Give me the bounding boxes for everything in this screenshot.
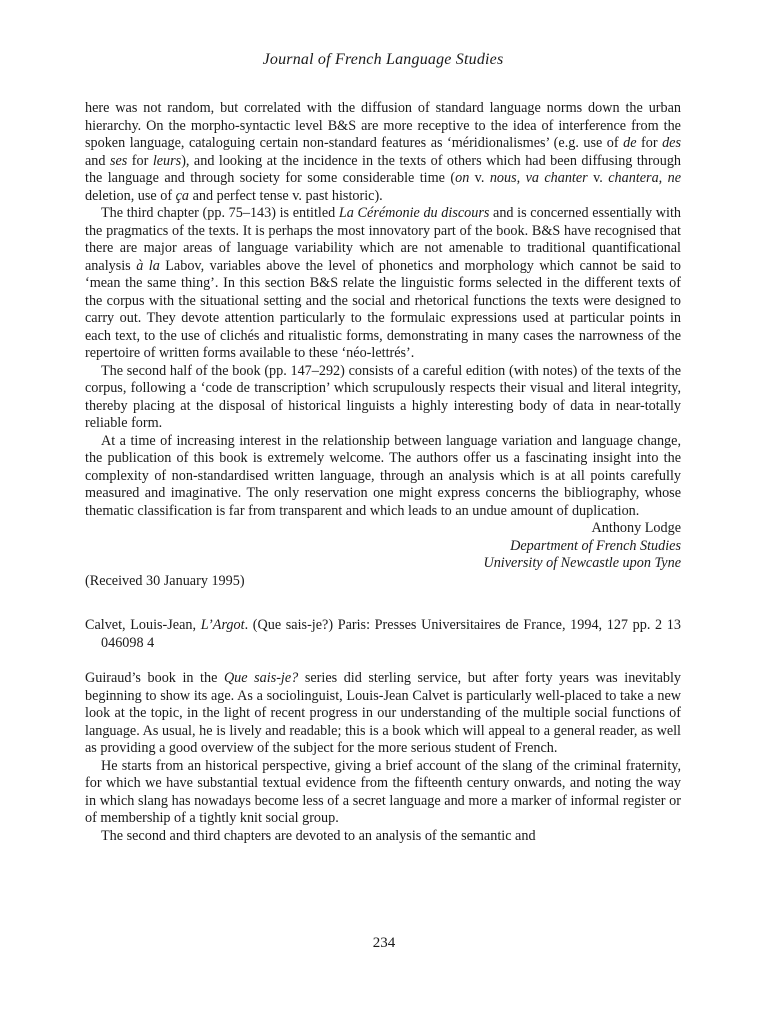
review2-paragraph-2: He starts from an historical perspective, giving a brief account of the slang of the criminal fraternity, for which we have substantial textual evidence from the fifteenth century onwards, and noting the way in which slang has nowadays become less of a secret language and more a marker of informal register or of membership of a tightly knit social group. xyxy=(85,757,681,826)
review1-paragraph-4: At a time of increasing interest in the relationship between language variation and language change, the publication of this book is extremely welcome. The authors offer us a fascinating insight into the complexity of non-standardised written language, through an analysis which is at all points carefully measured and imaginative. The only reservation one might express concerns the bibliography, whose thematic classification is far from transparent and which leads to an undue amount of duplication. xyxy=(85,432,681,519)
review1-paragraph-3: The second half of the book (pp. 147–292) consists of a careful edition (with notes) of the texts of the corpus, following a ‘code de transcription’ which scrupulously respects their visual and literal integrity, thereby placing at the disposal of historical linguists a highly interesting body of data in near-totally reliable form. xyxy=(85,362,681,431)
received-date: (Received 30 January 1995) xyxy=(85,572,245,589)
reviewer-name: Anthony Lodge xyxy=(591,520,681,536)
reviewer-university: University of Newcastle upon Tyne xyxy=(483,555,681,571)
review2-paragraph-3: The second and third chapters are devoted to an analysis of the semantic and xyxy=(101,827,536,844)
journal-page xyxy=(85,50,681,845)
reviewer-department: Department of French Studies xyxy=(510,537,681,554)
running-title: Journal of French Language Studies xyxy=(262,51,504,68)
review2-paragraph-1: Guiraud’s book in the Que sais-je? series did sterling service, but after forty years was inevitably beginning to show its age. As a sociolinguist, Louis-Jean Calvet is particularly well-placed to take a new look at the topic, in the light of recent progress in our understanding of the multiple social functions of language. As usual, he is lively and readable; this is a book which will appeal to a general reader, as well as providing a good overview of the subject for the more serious student of French. xyxy=(85,670,681,756)
review1-paragraph-1: here was not random, but correlated with the diffusion of standard language norms down the urban hierarchy. On the morpho-syntactic level B&S are more receptive to the idea of interference from the spoken language, cataloguing certain non-standard features as ‘méridionalismes’ (e.g. use of de for des and ses for leurs), and looking at the incidence in the texts of others which had been diffusing through the language and through society for some considerable time (on v. nous, va chanter v. chantera, ne deletion, use of ça and perfect tense v. past historic). xyxy=(85,100,682,204)
reviewer-signature xyxy=(85,520,681,573)
page-number: 234 xyxy=(372,935,396,951)
review1-paragraph-2: The third chapter (pp. 75–143) is entitled La Cérémonie du discours and is concerned essentially with the pragmatics of the texts. It is perhaps the most innovatory part of the book. B&S have recognised that there are major areas of language variability which are not amenable to traditional quantificational analysis à la Labov, variables above the level of phonetics and morphology which cannot be said to ‘mean the same thing’. In this section B&S relate the linguistic forms selected in the different texts of the corpus with the situational setting and the social and rhetorical functions the texts were designed to carry out. They devote attention particularly to the formulaic expressions used at particular points in each text, to the use of clichés and ritualistic forms, demonstrating in many cases the narrowness of the repertoire of written forms available to these ‘néo-lettrés’. xyxy=(85,205,681,361)
book-citation: Calvet, Louis-Jean, L’Argot. (Que sais-je?) Paris: Presses Universitaires de France, 1994, 127 pp. 2 13 046098 4 xyxy=(85,617,681,651)
